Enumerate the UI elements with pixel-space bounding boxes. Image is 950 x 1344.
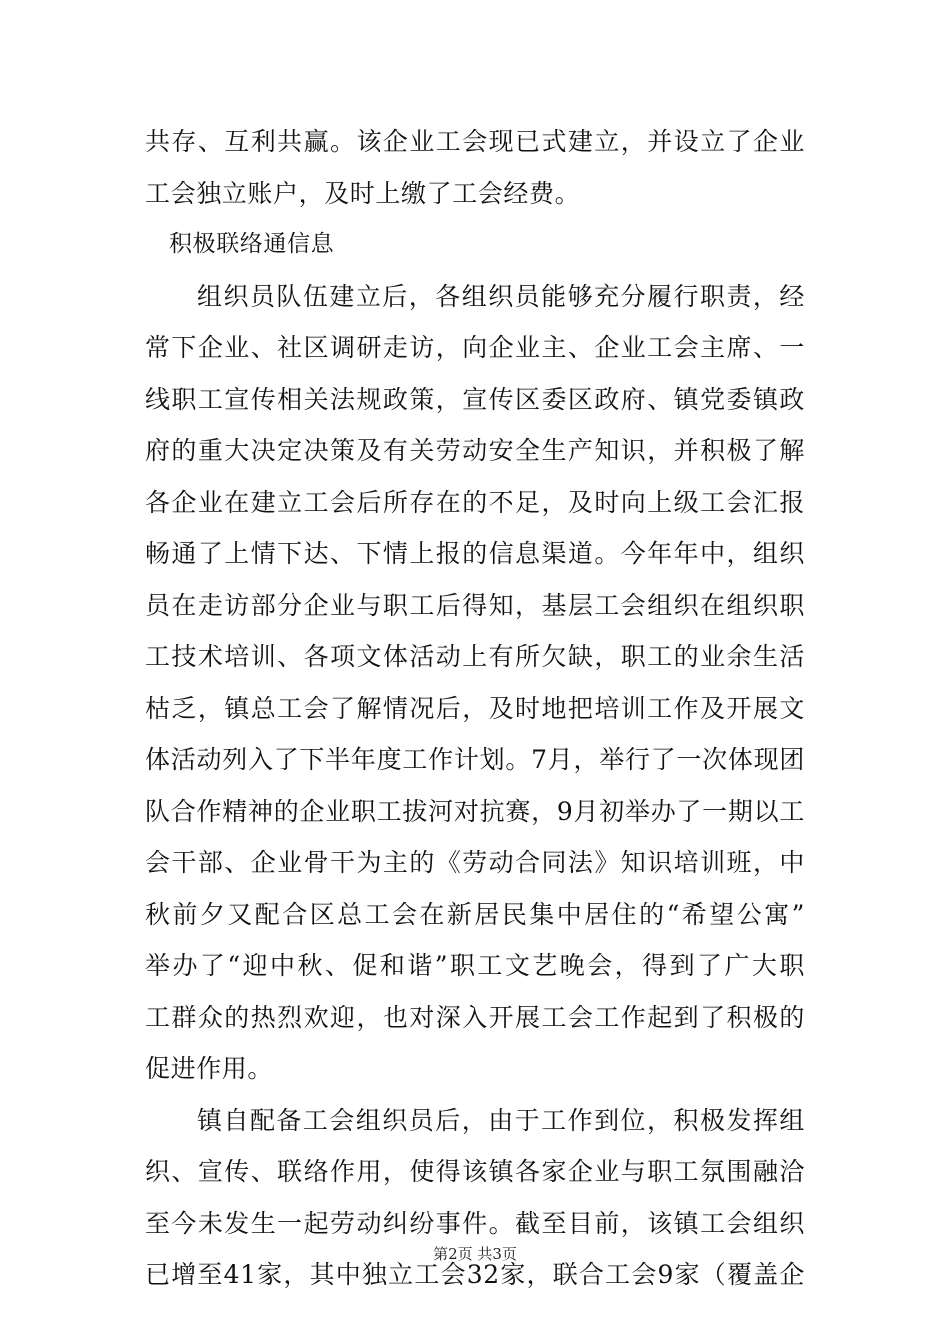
- text-line: 已增至41家，其中独立工会32家，联合工会9家（覆盖企: [145, 1260, 805, 1289]
- text-line: 组织员队伍建立后，各组织员能够充分履行职责，经: [197, 281, 805, 311]
- text-line: 枯乏，镇总工会了解情况后，及时地把培训工作及开展文: [145, 693, 805, 723]
- text-line: 工群众的热烈欢迎，也对深入开展工会工作起到了积极的: [145, 1002, 805, 1032]
- text-line: 至今未发生一起劳动纠纷事件。截至目前，该镇工会组织: [145, 1208, 805, 1238]
- text-line: 工技术培训、各项文体活动上有所欠缺，职工的业余生活: [145, 642, 805, 671]
- text-line: 工会独立账户，及时上缴了工会经费。: [145, 178, 581, 208]
- text-line: 促进作用。: [145, 1054, 274, 1083]
- text-line: 织、宣传、联络作用，使得该镇各家企业与职工氛围融洽: [145, 1157, 805, 1186]
- body-text: [145, 116, 805, 1301]
- text-line: 畅通了上情下达、下情上报的信息渠道。今年年中，组织: [145, 539, 805, 568]
- text-line: 员在走访部分企业与职工后得知，基层工会组织在组织职: [145, 590, 805, 620]
- page-footer: 第2页 共3页: [433, 1245, 517, 1263]
- text-line: 会干部、企业骨干为主的《劳动合同法》知识培训班，中: [145, 848, 805, 877]
- text-line: 府的重大决定决策及有关劳动安全生产知识，并积极了解: [145, 436, 805, 465]
- text-line: 举办了“迎中秋、促和谐”职工文艺晚会，得到了广大职: [145, 951, 805, 980]
- text-line: 体活动列入了下半年度工作计划。7月，举行了一次体现团: [145, 745, 805, 774]
- text-line: 线职工宣传相关法规政策，宣传区委区政府、镇党委镇政: [145, 384, 805, 414]
- text-line: 各企业在建立工会后所存在的不足，及时向上级工会汇报: [145, 487, 805, 517]
- text-line: 队合作精神的企业职工拔河对抗赛，9月初举办了一期以工: [145, 796, 805, 826]
- text-line: 镇自配备工会组织员后，由于工作到位，积极发挥组: [197, 1105, 805, 1135]
- section-heading: 积极联络通信息: [169, 231, 335, 257]
- text-line: 秋前夕又配合区总工会在新居民集中居住的“希望公寓”: [145, 899, 805, 929]
- text-line: 常下企业、社区调研走访，向企业主、企业工会主席、一: [145, 333, 805, 362]
- text-line: 共存、互利共赢。该企业工会现已式建立，并设立了企业: [145, 127, 805, 156]
